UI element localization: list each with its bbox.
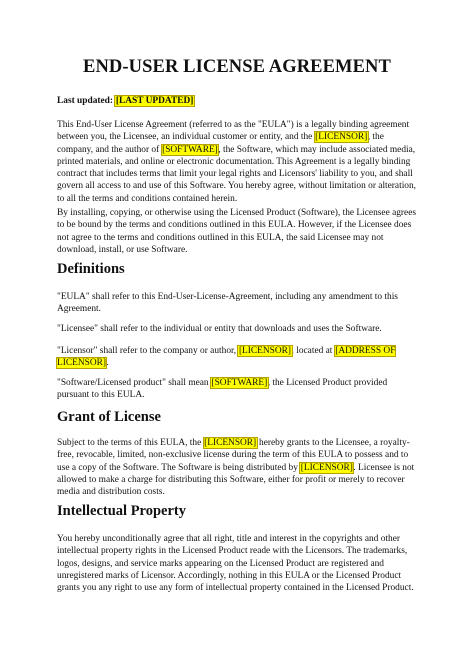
intro-text-3: , the Software, which may include associated media, printed materials, and online or electronic documentation. This Agreement is a legally binding contract that includes terms that limit your legal rights and Licensors' liability to you, and shall govern all access to and use of this Software. You hereby agree, without limitation or alteration, to all the terms and conditions contained herein. (57, 144, 417, 204)
definition-software (57, 377, 417, 402)
grant-text-1: Subject to the terms of this EULA, the (57, 438, 204, 448)
grant-heading: Grant of License (57, 409, 161, 425)
definitions-heading: Definitions (57, 261, 125, 277)
licensor-placeholder: [LICENSOR] (300, 462, 353, 473)
definition-licensor (57, 345, 417, 370)
acceptance-paragraph: By installing, copying, or otherwise using the Licensed Product (Software), the Licensee agrees to be bound by the terms and conditions outlined in this EULA. However, if the Licensee does not agree to the terms and conditions outlined in this EULA, the said Licensee may not download, install, or use Software. (57, 208, 417, 255)
definition-licensee: "Licensee" shall refer to the individual or entity that downloads and uses the Software. (57, 324, 382, 334)
last-updated-placeholder: [LAST UPDATED] (115, 96, 194, 106)
software-placeholder: [SOFTWARE] (211, 378, 268, 388)
definition-licensor-text-3: . (106, 358, 109, 369)
grant-text-3: . Licensee is not allowed to make a charge for distributing this Software, either for profit or merely to recover media and distribution costs. (57, 462, 415, 498)
last-updated-label: Last updated: (57, 96, 114, 106)
definition-licensor-text-2: , located at (291, 346, 335, 356)
last-updated-line (57, 96, 194, 106)
intellectual-property-paragraph: You hereby unconditionally agree that all right, title and interest in the copyrights and other intellectual property rights in the Licensed Product reade with the Licensors. The trademarks, logos, designs, and service marks appearing on the Licensed Product are registered and unregistered marks of Licensor. Accordingly, nothing in this EULA or the Licensed Product grants you any right to use any form of intellectual property contained in the Licensed Product. (57, 534, 414, 594)
grant-text-2: hereby grants to the Licensee, a royalty-free, revocable, limited, non-exclusive license during the term of this EULA to possess and to use a copy of the Software. The Software is being distributed by (57, 438, 410, 473)
software-placeholder: [SOFTWARE] (162, 144, 218, 155)
definition-licensor-text-1: "Licensor" shall refer to the company or author, (57, 346, 239, 356)
address-placeholder: [ADDRESS OF LICENSOR] (57, 346, 396, 369)
definition-software-text-2: , the Licensed Product provided pursuant to this EULA. (57, 378, 388, 401)
licensor-placeholder: [LICENSOR] (238, 346, 292, 356)
licensor-placeholder: [LICENSOR] (204, 438, 257, 448)
definition-eula: "EULA" shall refer to this End-User-License-Agreement, including any amendment to this Agreement. (57, 292, 398, 315)
intro-text-1: This End-User License Agreement (referred to as the "EULA") is a legally binding agreement between you, the Licensee, an individual customer or entity, and the (57, 120, 410, 143)
intro-text-2: , the company, and the author of (57, 132, 384, 155)
intro-paragraph (57, 119, 417, 205)
document-title: END-USER LICENSE AGREEMENT (83, 57, 391, 77)
intellectual-property-heading: Intellectual Property (57, 503, 186, 519)
grant-paragraph (57, 437, 417, 498)
definition-software-text-1: "Software/Licensed product" shall mean (57, 378, 211, 388)
licensor-placeholder: [LICENSOR] (315, 132, 368, 143)
